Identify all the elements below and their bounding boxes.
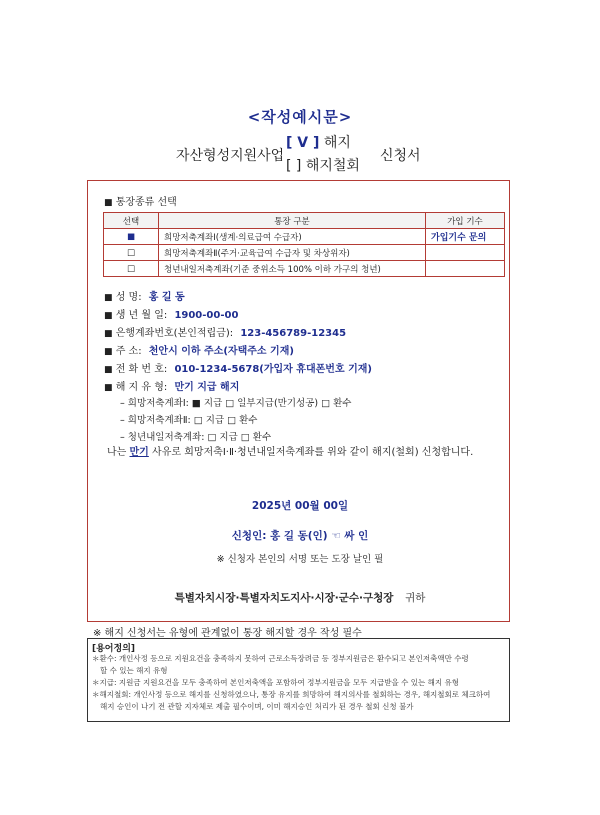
withdraw-label: 해지철회 <box>305 158 360 174</box>
row-account-name: 청년내일저축계좌(기준 중위소득 100% 이하 가구의 청년) <box>159 261 426 277</box>
table-header-row <box>104 213 505 229</box>
name-label: 성 명: <box>115 292 142 303</box>
termination-type-field <box>104 378 239 393</box>
table-row <box>104 261 505 277</box>
bullet-icon: ■ <box>104 293 113 303</box>
statement-suffix: 사유로 희망저축Ⅰ·Ⅱ·청년내일저축계좌를 위와 같이 해지(철회) 신청합니다. <box>152 447 474 458</box>
name-value: 홍 길 동 <box>148 292 185 303</box>
notice-text: ※ 해지 신청서는 유형에 관계없이 통장 해지할 경우 작성 필수 <box>93 628 362 639</box>
sub-option-label: 희망저축계좌Ⅱ: <box>127 415 191 426</box>
sub-option-label: 청년내일저축계좌: <box>127 432 205 443</box>
phone-label: 전 화 번 호: <box>115 364 168 375</box>
phone-field <box>104 360 372 375</box>
birth-label: 생 년 월 일: <box>115 310 168 321</box>
sub-option-label: 희망저축계좌Ⅰ: <box>127 398 189 409</box>
bullet-icon: ■ <box>104 365 113 375</box>
sub-option-choices: □ 지급 □ 환수 <box>207 432 272 443</box>
application-date: 2025년 00월 00일 <box>251 500 349 512</box>
birth-value: 1900-00-00 <box>174 310 239 321</box>
glossary-line: 해지 승인이 나기 전 관할 지자체로 제출 필수이며, 이미 해지승인 처리가 된 경우 철회 신청 불가 <box>100 702 414 711</box>
header-fee: 가입 기수 <box>426 213 505 229</box>
statement-reason: 만기 <box>129 447 149 458</box>
address-value: 천안시 이하 주소(자택주소 기재) <box>148 346 294 357</box>
bank-account-value: 123-456789-12345 <box>240 328 347 339</box>
bullet-icon: ■ <box>104 347 113 357</box>
dash-icon: – <box>120 432 125 443</box>
dash-icon: – <box>120 398 125 409</box>
bullet-icon: ■ <box>104 198 113 208</box>
application-statement <box>107 442 499 464</box>
glossary-line: 할 수 있는 해지 유형 <box>100 666 168 675</box>
document-heading: <작성예시문> <box>247 108 353 126</box>
row-select-mark: ■ <box>104 229 159 245</box>
bullet-icon: ■ <box>104 383 113 393</box>
form-title-suffix: 신청서 <box>380 148 421 164</box>
address-label: 주 소: <box>115 346 142 357</box>
sub-option-row <box>120 429 271 443</box>
termination-type-value: 만기 지급 해지 <box>174 382 240 393</box>
glossary-line: ＊지급: 지원금 지원요건을 모두 충족하여 본인저축액을 포함하여 정부지원금을 모두 지급받을 수 있는 해지 유형 <box>92 678 460 687</box>
account-type-table <box>103 212 505 277</box>
address-field <box>104 342 294 357</box>
sub-option-row <box>120 412 258 426</box>
terminate-label: 해지 <box>323 135 351 151</box>
name-field <box>104 288 185 303</box>
row-fee <box>426 245 505 261</box>
row-select-mark: □ <box>104 261 159 277</box>
account-section-label: 통장종류 선택 <box>115 197 177 208</box>
table-row <box>104 229 505 245</box>
sub-option-row <box>120 395 351 409</box>
applicant-signature: 신청인: 홍 길 동(인) ☜ 싸 인 <box>231 530 369 542</box>
table-row <box>104 245 505 261</box>
statement-prefix: 나는 <box>107 447 127 458</box>
bank-account-field <box>104 324 346 339</box>
header-select: 선택 <box>104 213 159 229</box>
termination-type-label: 해 지 유 형: <box>115 382 168 393</box>
bullet-icon: ■ <box>104 311 113 321</box>
row-account-name: 희망저축계좌Ⅱ(주거·교육급여 수급자 및 차상위자) <box>159 245 426 261</box>
glossary-line: ＊해지철회: 개인사정 등으로 해지를 신청하였으나, 통장 유지를 희망하여 해지의사를 철회하는 경우, 해지철회로 체크하여 <box>92 690 491 699</box>
glossary-title: [용어정의] <box>92 644 136 654</box>
header-type: 통장 구분 <box>159 213 426 229</box>
addressee-name: 특별자치시장·특별자치도지사·시장·군수·구청장 <box>174 592 394 604</box>
dash-icon: – <box>120 415 125 426</box>
phone-value: 010-1234-5678(가입자 휴대폰번호 기재) <box>174 364 372 375</box>
sub-option-choices: ■ 지급 □ 일부지급(만기성공) □ 환수 <box>191 398 352 409</box>
glossary-line: ＊환수: 개인사정 등으로 지원요건을 충족하지 못하여 근로소득장려금 등 정부지원금은 환수되고 본인저축액만 수령 <box>92 654 469 663</box>
withdraw-checkbox-mark: [ ] <box>286 158 302 174</box>
form-title-program: 자산형성지원사업 <box>176 148 285 164</box>
addressee-honorific: 귀하 <box>405 592 426 604</box>
bullet-icon: ■ <box>104 329 113 339</box>
title-option-terminate <box>286 132 351 152</box>
account-section-header <box>104 193 177 208</box>
terminate-checkbox-mark: [ V ] <box>286 135 320 151</box>
bank-account-label: 은행계좌번호(본인적립금): <box>115 328 234 339</box>
row-select-mark: □ <box>104 245 159 261</box>
sub-option-choices: □ 지급 □ 환수 <box>193 415 258 426</box>
row-fee <box>426 261 505 277</box>
birth-field <box>104 306 238 321</box>
row-fee: 가입기수 문의 <box>426 229 505 245</box>
addressee <box>0 590 600 605</box>
signature-note: ※ 신청자 본인의 서명 또는 도장 날인 필 <box>216 554 384 565</box>
title-option-withdraw <box>286 155 360 175</box>
row-account-name: 희망저축계좌Ⅰ(생계·의료급여 수급자) <box>159 229 426 245</box>
